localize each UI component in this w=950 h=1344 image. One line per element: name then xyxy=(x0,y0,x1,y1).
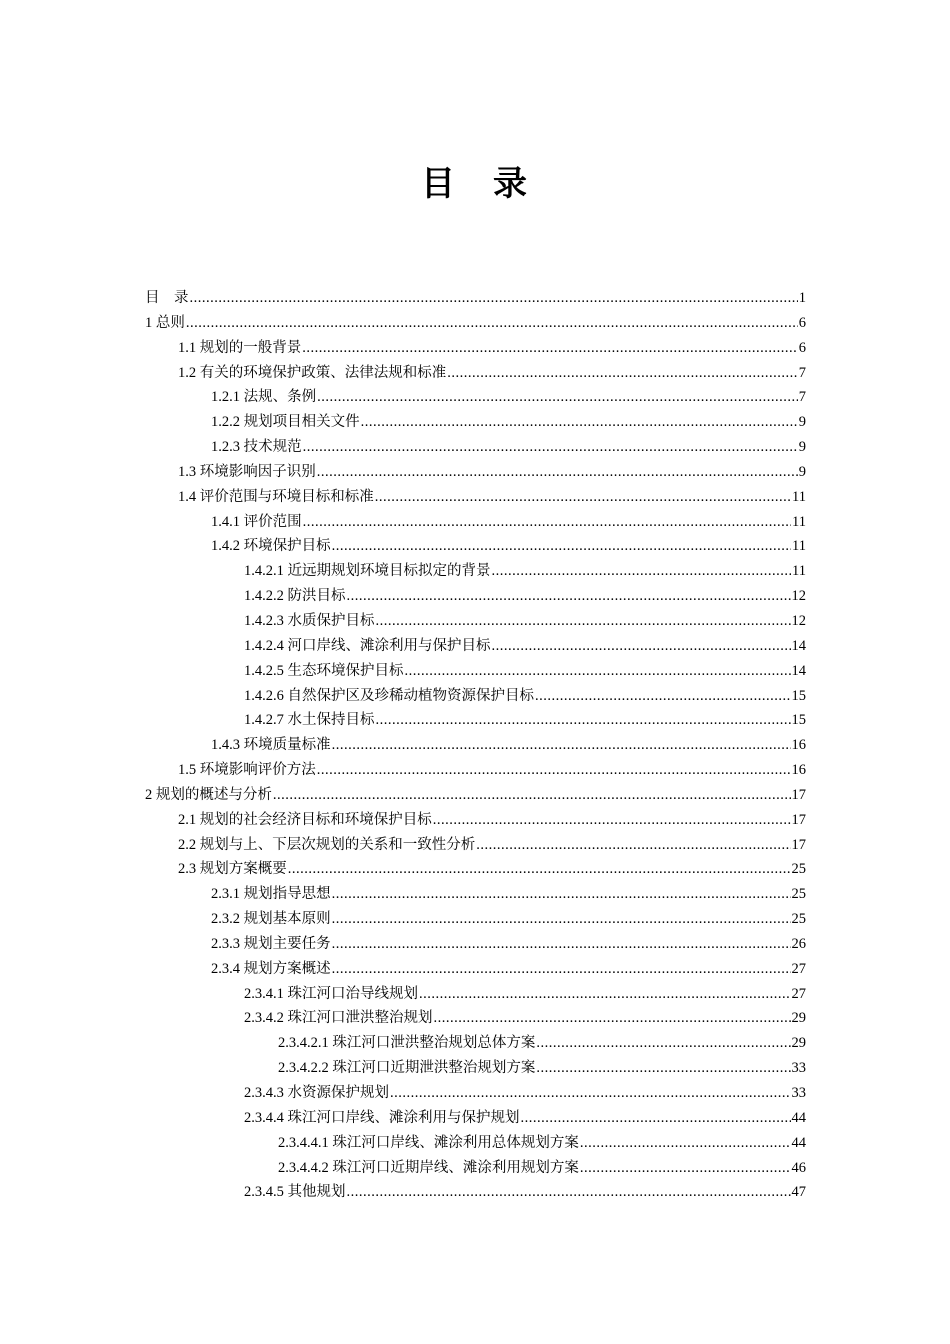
toc-page-number: 9 xyxy=(798,414,806,431)
toc-entry[interactable] xyxy=(145,957,806,982)
toc-page-number: 17 xyxy=(791,836,806,853)
toc-entry-title: 1.1 规划的一般背景 xyxy=(178,339,302,356)
toc-page-number: 9 xyxy=(798,439,806,456)
toc-dot-leader xyxy=(332,932,791,957)
toc-page-number: 29 xyxy=(791,1035,806,1052)
toc-dot-leader xyxy=(332,957,791,982)
toc-page-number: 11 xyxy=(792,513,806,530)
toc-entry-title: 1.4.2.7 水土保持目标 xyxy=(244,712,375,729)
toc-page-number: 26 xyxy=(791,935,806,952)
toc-entry-title: 1.4.3 环境质量标准 xyxy=(211,737,331,754)
toc-entry-title: 1.4.2 环境保护目标 xyxy=(211,538,331,555)
toc-entry-title: 1.4.2.1 近远期规划环境目标拟定的背景 xyxy=(244,563,491,580)
toc-dot-leader xyxy=(347,1180,791,1205)
toc-page-number: 33 xyxy=(791,1085,806,1101)
toc-entry[interactable] xyxy=(145,410,806,435)
toc-dot-leader xyxy=(433,808,791,833)
toc-entry[interactable] xyxy=(145,1131,806,1156)
toc-page-number: 25 xyxy=(791,886,806,903)
toc-entry[interactable] xyxy=(145,857,806,882)
toc-dot-leader xyxy=(492,559,792,584)
toc-page-number: 46 xyxy=(791,1159,806,1176)
toc-entry[interactable] xyxy=(145,1031,806,1056)
toc-page-number: 12 xyxy=(791,612,806,629)
toc-page-number: 11 xyxy=(792,538,806,555)
toc-entry[interactable] xyxy=(145,460,806,485)
toc-dot-leader xyxy=(303,510,791,535)
toc-dot-leader xyxy=(317,385,798,410)
toc-entry-title: 1.4.2.3 水质保护目标 xyxy=(244,612,375,629)
toc-dot-leader xyxy=(190,286,798,311)
toc-dot-leader xyxy=(361,410,798,435)
toc-entry[interactable] xyxy=(145,882,806,907)
toc-entry[interactable] xyxy=(145,733,806,758)
toc-entry[interactable] xyxy=(145,1006,806,1031)
toc-entry-title: 2.3.4.4.2 珠江河口近期岸线、滩涂利用规划方案 xyxy=(278,1159,579,1176)
toc-dot-leader xyxy=(536,1056,790,1081)
toc-entry-title: 1.4.2.4 河口岸线、滩涂利用与保护目标 xyxy=(244,637,491,654)
toc-page-number: 17 xyxy=(791,811,806,828)
page-title: 目 录 xyxy=(421,164,529,204)
toc-dot-leader xyxy=(535,684,791,709)
toc-entry[interactable] xyxy=(145,510,806,535)
toc-entry-title: 2.3.4 规划方案概述 xyxy=(211,960,331,977)
toc-dot-leader xyxy=(317,460,798,485)
toc-entry-title: 2 规划的概述与分析 xyxy=(145,786,272,803)
toc-page-number: 6 xyxy=(798,339,806,356)
toc-page-number: 16 xyxy=(791,762,806,779)
toc-page-number: 12 xyxy=(791,588,806,605)
toc-page-number: 7 xyxy=(798,389,806,406)
toc-entry[interactable] xyxy=(145,559,806,584)
toc-entry[interactable] xyxy=(145,385,806,410)
toc-entry-title: 2.3.2 规划基本原则 xyxy=(211,911,331,928)
toc-entry-title: 1.4 评价范围与环境目标和标准 xyxy=(178,488,374,505)
toc-entry-title: 2.3.4.2.1 珠江河口泄洪整治规划总体方案 xyxy=(278,1035,536,1052)
toc-dot-leader xyxy=(288,857,791,882)
toc-entry[interactable] xyxy=(145,932,806,957)
toc-entry-title: 1.2.1 法规、条例 xyxy=(211,389,317,406)
toc-page-number: 15 xyxy=(791,687,806,704)
toc-entry[interactable] xyxy=(145,634,806,659)
toc-entry-title: 1.4.2.5 生态环境保护目标 xyxy=(244,662,404,679)
toc-page-number: 9 xyxy=(798,463,806,480)
toc-entry[interactable] xyxy=(145,1081,806,1106)
toc-page-number: 29 xyxy=(791,1010,806,1027)
toc-entry[interactable] xyxy=(145,361,806,386)
toc-dot-leader xyxy=(476,833,790,858)
toc-entry[interactable] xyxy=(145,609,806,634)
toc-dot-leader xyxy=(419,982,791,1007)
toc-entry-title: 2.1 规划的社会经济目标和环境保护目标 xyxy=(178,811,432,828)
toc-dot-leader xyxy=(580,1156,791,1181)
toc-page-number: 33 xyxy=(791,1060,806,1077)
toc-dot-leader xyxy=(536,1031,790,1056)
toc-page-number: 14 xyxy=(791,637,806,654)
toc-entry-title: 1.5 环境影响评价方法 xyxy=(178,762,316,779)
toc-page-number: 25 xyxy=(791,911,806,928)
toc-page-number: 14 xyxy=(791,662,806,679)
toc-page-number: 17 xyxy=(791,786,806,803)
toc-entry-title: 2.2 规划与上、下层次规划的关系和一致性分析 xyxy=(178,836,476,853)
toc-entry-title: 目 录 xyxy=(145,290,189,306)
toc-page-number: 44 xyxy=(791,1134,806,1151)
toc-entry-title: 2.3.4.5 其他规划 xyxy=(244,1184,346,1201)
toc-entry[interactable] xyxy=(145,1056,806,1081)
toc-dot-leader xyxy=(332,882,791,907)
toc-entry-title: 1.4.1 评价范围 xyxy=(211,513,302,530)
toc-entry[interactable] xyxy=(145,708,806,733)
toc-entry-title: 2.3.4.2.2 珠江河口近期泄洪整治规划方案 xyxy=(278,1060,536,1077)
toc-page-number: 25 xyxy=(791,861,806,878)
toc-dot-leader xyxy=(376,609,791,634)
toc-dot-leader xyxy=(302,336,798,361)
toc-dot-leader xyxy=(332,733,791,758)
toc-page-number: 47 xyxy=(791,1184,806,1201)
toc-entry-title: 2.3.4.3 水资源保护规划 xyxy=(244,1085,389,1101)
toc-dot-leader xyxy=(273,783,791,808)
toc-entry-title: 1.2.2 规划项目相关文件 xyxy=(211,414,360,431)
toc-dot-leader xyxy=(492,634,791,659)
toc-page-number: 11 xyxy=(792,563,806,580)
toc-entry[interactable] xyxy=(145,907,806,932)
toc-entry-title: 2.3.1 规划指导思想 xyxy=(211,886,331,903)
toc-entry[interactable] xyxy=(145,1156,806,1181)
toc-entry[interactable] xyxy=(145,534,806,559)
toc-dot-leader xyxy=(332,907,791,932)
toc-dot-leader xyxy=(332,534,791,559)
toc-page-number: 27 xyxy=(791,960,806,977)
toc-entry-title: 1.3 环境影响因子识别 xyxy=(178,463,316,480)
toc-entry[interactable] xyxy=(145,783,806,808)
toc-dot-leader xyxy=(303,435,798,460)
toc-entry-title: 2.3.4.1 珠江河口治导线规划 xyxy=(244,985,418,1002)
toc-dot-leader xyxy=(390,1081,791,1106)
toc-entry-title: 2.3.4.2 珠江河口泄洪整治规划 xyxy=(244,1010,433,1027)
toc-entry-title: 2.3.4.4 珠江河口岸线、滩涂利用与保护规划 xyxy=(244,1109,520,1126)
toc-dot-leader xyxy=(521,1106,791,1131)
toc-entry[interactable] xyxy=(145,286,806,311)
toc-dot-leader xyxy=(317,758,791,783)
toc-entry-title: 2.3 规划方案概要 xyxy=(178,861,287,878)
toc-entry[interactable] xyxy=(145,336,806,361)
toc-entry[interactable] xyxy=(145,684,806,709)
toc-entry[interactable] xyxy=(145,659,806,684)
toc-page-number: 6 xyxy=(798,314,806,331)
toc-dot-leader xyxy=(375,485,791,510)
toc-dot-leader xyxy=(447,361,798,386)
toc-entry-title: 2.3.4.4.1 珠江河口岸线、滩涂利用总体规划方案 xyxy=(278,1134,579,1151)
toc-entry[interactable] xyxy=(145,1180,806,1205)
toc-page-number: 7 xyxy=(798,364,806,381)
toc-page-number: 15 xyxy=(791,712,806,729)
table-of-contents xyxy=(145,286,806,1205)
toc-entry[interactable] xyxy=(145,808,806,833)
toc-dot-leader xyxy=(580,1131,791,1156)
toc-dot-leader xyxy=(376,708,791,733)
toc-page-number: 16 xyxy=(791,737,806,754)
toc-dot-leader xyxy=(405,659,791,684)
toc-entry[interactable] xyxy=(145,758,806,783)
toc-entry-title: 1.2.3 技术规范 xyxy=(211,439,302,456)
toc-entry-title: 1.4.2.2 防洪目标 xyxy=(244,588,346,605)
toc-entry[interactable] xyxy=(145,435,806,460)
toc-entry[interactable] xyxy=(145,485,806,510)
toc-entry-title: 2.3.3 规划主要任务 xyxy=(211,935,331,952)
toc-page-number: 11 xyxy=(792,488,806,505)
toc-entry[interactable] xyxy=(145,311,806,336)
toc-entry-title: 1.4.2.6 自然保护区及珍稀动植物资源保护目标 xyxy=(244,687,534,704)
toc-entry[interactable] xyxy=(145,584,806,609)
toc-entry[interactable] xyxy=(145,833,806,858)
toc-dot-leader xyxy=(434,1006,791,1031)
toc-page-number: 1 xyxy=(798,290,806,306)
toc-page-number: 27 xyxy=(791,985,806,1002)
toc-entry-title: 1 总则 xyxy=(145,314,185,331)
toc-entry-title: 1.2 有关的环境保护政策、法律法规和标准 xyxy=(178,364,447,381)
toc-entry[interactable] xyxy=(145,1106,806,1131)
toc-entry[interactable] xyxy=(145,982,806,1007)
toc-page-number: 44 xyxy=(791,1109,806,1126)
toc-dot-leader xyxy=(347,584,791,609)
toc-dot-leader xyxy=(186,311,798,336)
